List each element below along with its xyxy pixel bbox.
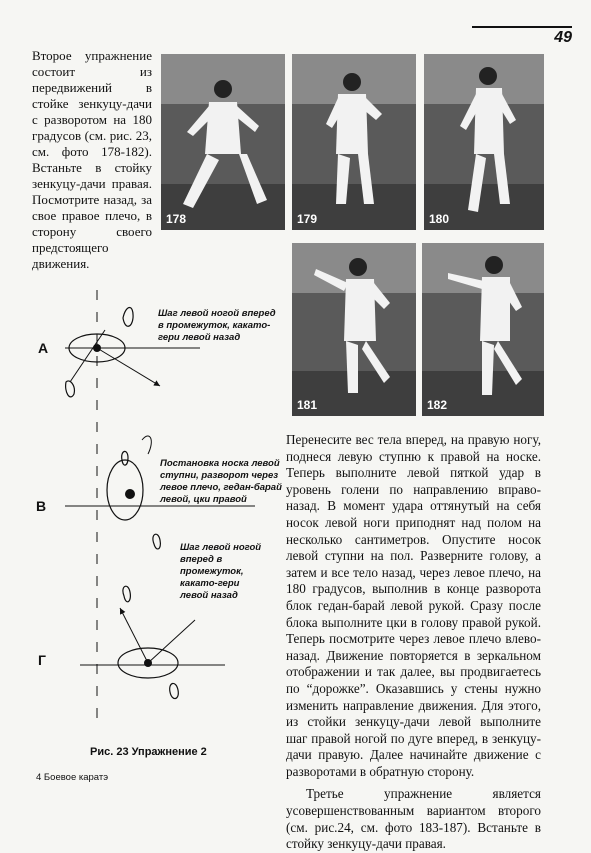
note-step-a: Шаг левой ногой вперед в промежуток, какато-гери левой назад [158,308,276,343]
page-footer: 4 Боевое каратэ [36,772,109,783]
karate-figure-image [161,54,285,230]
photo-number: 181 [297,398,318,412]
karate-figure-image [292,54,416,230]
photo-180 [424,54,544,230]
photo-number: 180 [429,212,450,226]
position-label-g: Г [38,652,46,668]
photo-179 [292,54,416,230]
karate-figure-image [422,243,544,416]
diagram-drawing [30,290,280,740]
photo-181 [292,243,416,416]
body-text [286,432,541,853]
photo-number: 182 [427,398,448,412]
body-paragraph-2: Третье упражнение является усовершенствованным вариантом второго (см. рис.24, см. фото 183-187). Встаньте в стойку зенкуцу-дачи правая. [286,786,541,852]
footwork-diagram [30,290,280,740]
note-step-b: Постановка носка левой ступни, разворот через левое плечо, гедан-барай левой, цки правой [160,458,282,505]
photo-number: 178 [166,212,187,226]
intro-paragraph: Второе упражнение состоит из передвижений в стойке зенкуцу-дачи с разворотом на 180 градусов (см. рис. 23, см. фото 178-182). Встаньте в стойку зенкуцу-дачи правая. Посмотрите назад, за свое правое плечо, в сторону своего предстоящего движения. [32,48,152,271]
karate-figure-image [424,54,544,230]
note-step-g: Шаг левой ногой вперед в промежуток, какато-гери левой назад [180,542,262,601]
body-paragraph-1: Перенесите вес тела вперед, на правую ногу, поднеся левую ступню к правой на носке. Теперь выполните левой пяткой удар в уровень голени по направлению вправо-назад. В момент удара оттянутый на себя носок левой ноги приподнят над полом на несколько сантиметров. Опустите носок левой ступни на пол. Разверните голову, а затем и все тело назад, через левое плечо, на 180 градусов, выполнив в конце разворота блок гедан-барай левой рукой. Сразу после блока выполните цки в голову правой рукой. Теперь посмотрите через левое плечо влево-назад. Движение повторяется в зеркальном отображении и так далее, вы продвигаетесь по “дорожке”. Оказавшись у стены нужно изменить направление движения. Для этого, из стойки зенкуцу-дачи левой выполните шаг правой ногой по дуге вперед, в зенкуцу-дачи правую. Далее начинайте движение с разворотами в обратную сторону. [286,432,541,779]
photo-182 [422,243,544,416]
position-label-a: А [38,340,49,356]
page-number: 49 [472,26,572,47]
karate-figure-image [292,243,416,416]
figure-caption: Рис. 23 Упражнение 2 [90,746,207,758]
photo-number: 179 [297,212,318,226]
position-label-b: В [36,498,47,514]
photo-178 [161,54,285,230]
